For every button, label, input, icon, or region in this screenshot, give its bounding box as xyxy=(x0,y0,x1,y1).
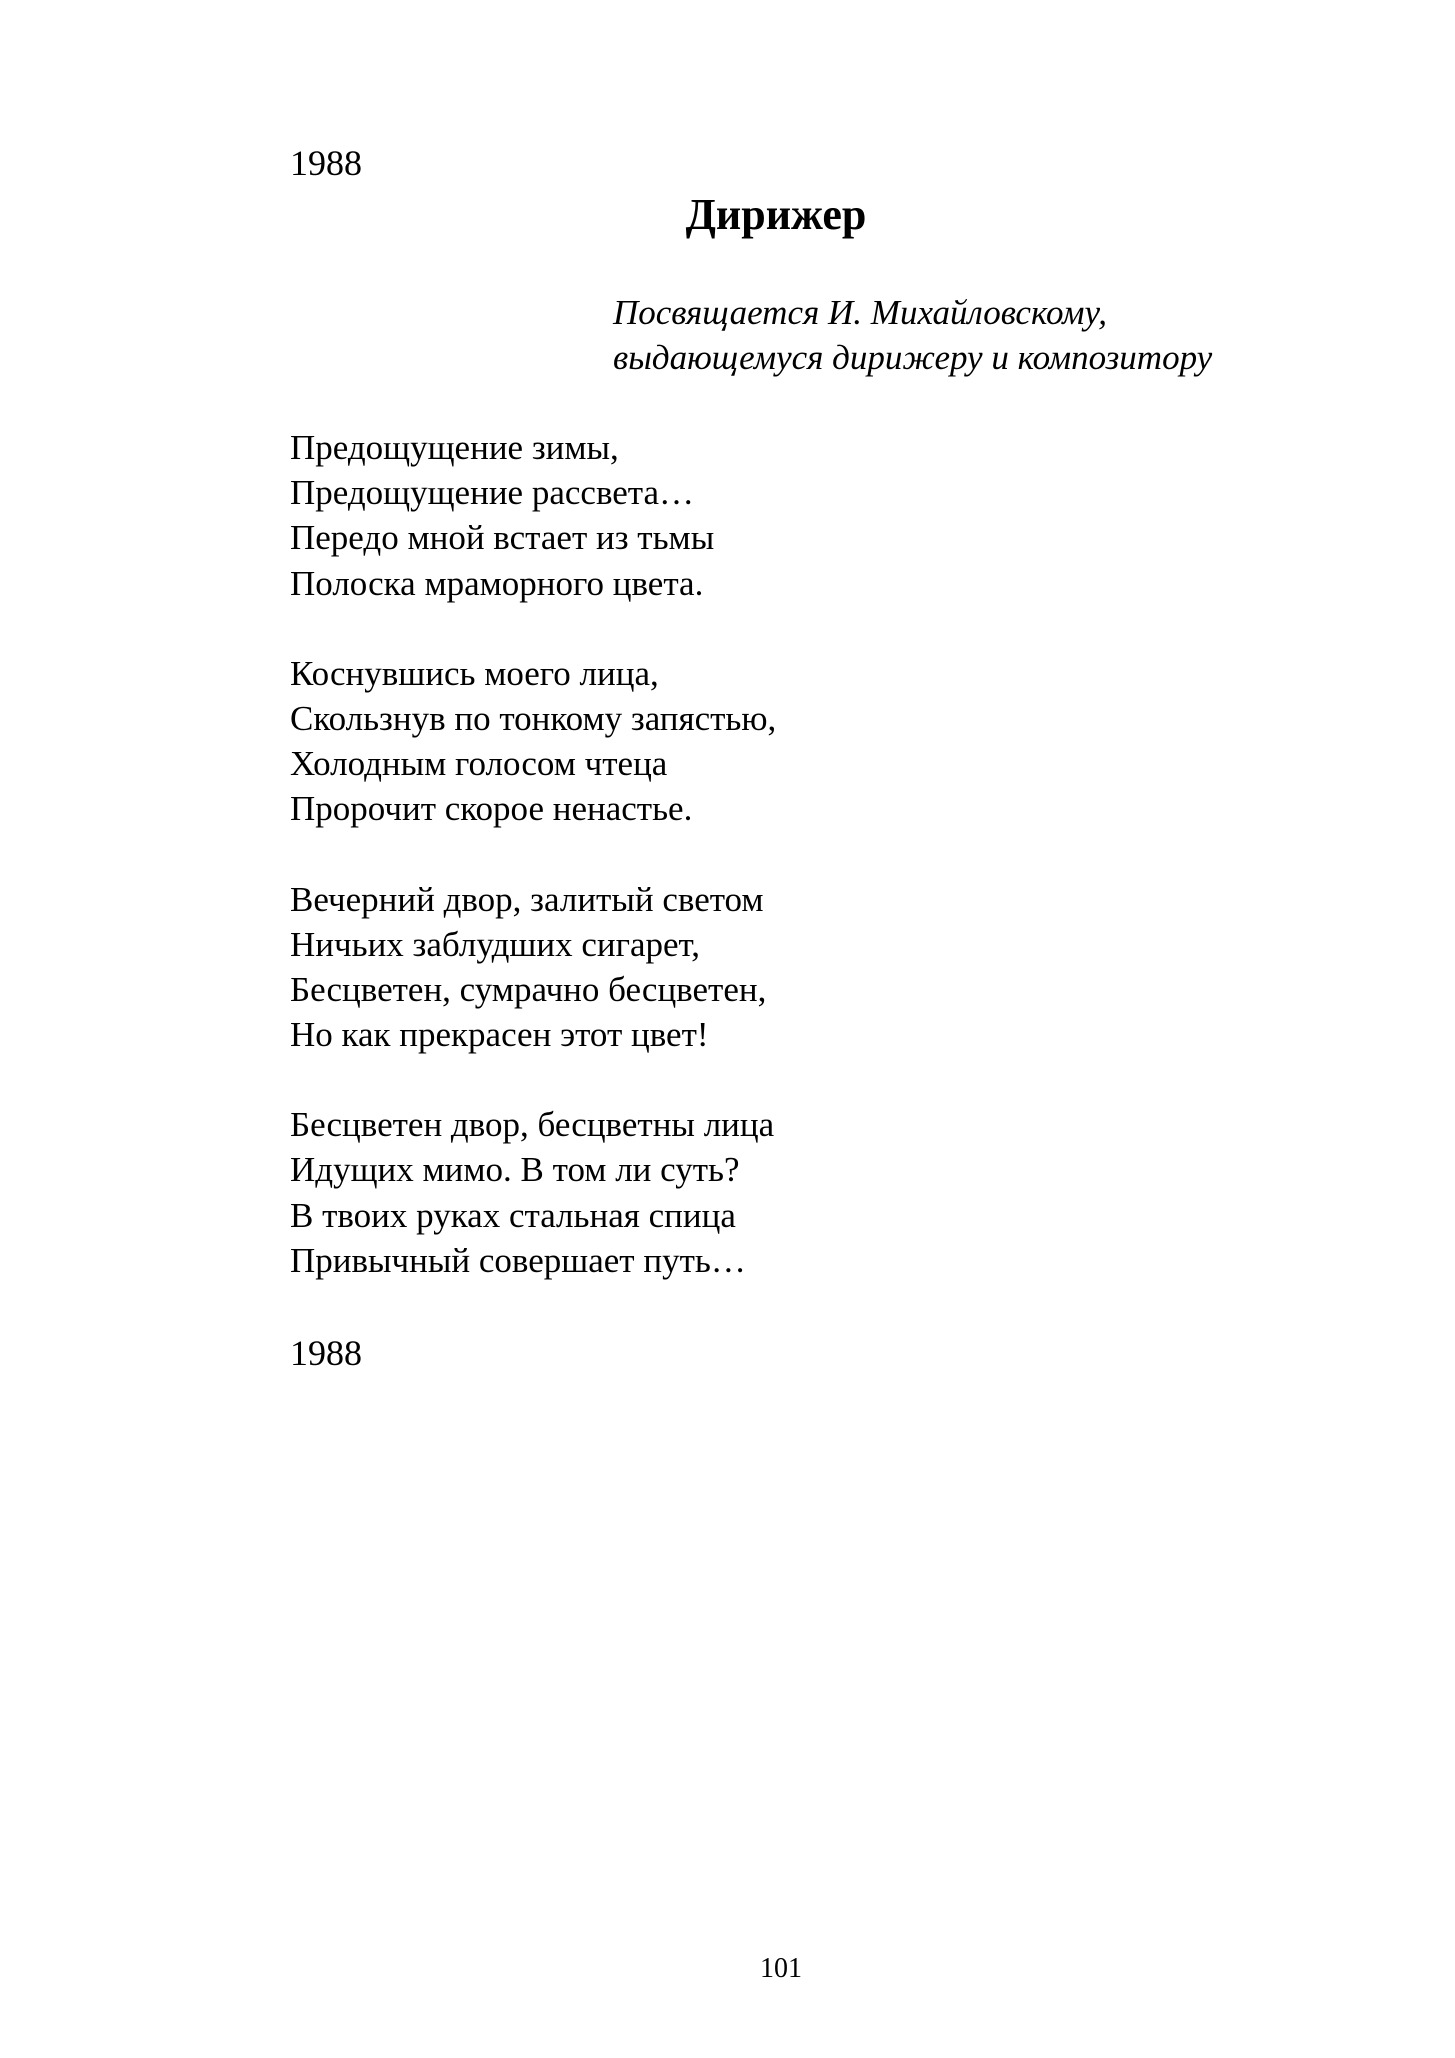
verse-line: Пророчит скорое ненастье. xyxy=(290,789,693,829)
stanza-2 xyxy=(290,651,776,832)
stanza-4 xyxy=(290,1102,776,1283)
verse-line: В твоих руках стальная спица xyxy=(290,1195,736,1235)
verse-line: Коснувшись моего лица, xyxy=(290,653,659,693)
verse-line: Скользнув по тонкому запястью, xyxy=(290,698,777,738)
dedication-line: выдающемуся дирижеру и композитору xyxy=(613,338,1213,377)
verse-line: Ничьих заблудших сигарет, xyxy=(290,924,700,964)
year-bottom: 1988 xyxy=(290,1333,362,1373)
verse-line: Холодным голосом чтеца xyxy=(290,744,668,784)
stanza-3 xyxy=(290,877,776,1058)
verse-line: Идущих мимо. В том ли суть? xyxy=(290,1150,740,1190)
verse-line: Предощущение зимы, xyxy=(290,428,619,467)
dedication-line: Посвящается И. Михайловскому, xyxy=(613,293,1108,332)
page-number: 101 xyxy=(760,1953,802,1984)
year-top: 1988 xyxy=(290,143,362,183)
poem-body xyxy=(290,425,776,1328)
verse-line: Передо мной встает из тьмы xyxy=(290,518,715,558)
verse-line: Привычный совершает путь… xyxy=(290,1240,746,1280)
verse-line: Бесцветен двор, бесцветны лица xyxy=(290,1105,775,1145)
verse-line: Но как прекрасен этот цвет! xyxy=(290,1015,709,1055)
verse-line: Вечерний двор, залитый светом xyxy=(290,879,764,919)
verse-line: Полоска мраморного цвета. xyxy=(290,563,704,603)
poem-title: Дирижер xyxy=(685,190,867,239)
verse-line: Бесцветен, сумрачно бесцветен, xyxy=(290,969,767,1009)
stanza-1 xyxy=(290,425,776,606)
verse-line: Предощущение рассвета… xyxy=(290,473,695,513)
dedication xyxy=(613,290,1212,380)
